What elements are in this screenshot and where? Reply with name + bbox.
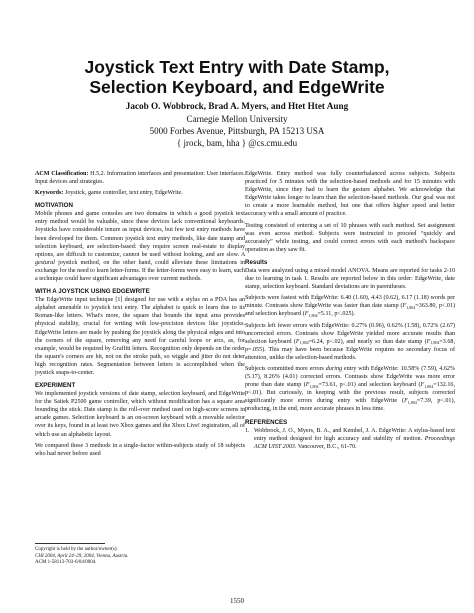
- references-heading: REFERENCES: [245, 418, 288, 426]
- experiment-heading: EXPERIMENT: [35, 382, 76, 390]
- experiment-paragraph-3: EdgeWrite. Entry method was fully counterbalanced across subjects. Subjects practiced for 5 minutes with the selection-based methods and for 15 minutes with EdgeWrite, since they had to learn the gesture alphabet. We acknowledge that EdgeWrite takes longer to learn than the selection-based methods. Our goal was not to create a more learnable method, but one that offers higher speed and better accuracy with a small amount of practice.: [245, 171, 455, 218]
- left-column: [35, 170, 245, 458]
- acm-classification: ACM Classification: H.5.2. Information interfaces and presentation: User interfaces. Input devices and strategies.: [35, 171, 245, 186]
- footnote-divider: [35, 543, 105, 544]
- results-paragraph-1: Data were analyzed using a mixed model ANOVA. Means are reported for tasks 2-10 due to learning in task 1. Results are reported below in this order: EdgeWrite, date stamp, selection keyboard. Standard deviations are in parentheses.: [245, 267, 455, 291]
- results-corrected-paragraph: Subjects committed more errors during entry with EdgeWrite: 10.58% (7.59), 4.62% (5.17), 8.26% (4.01) corrected errors. Contrasts show EdgeWrite was more error prone than date stamp ($F_{1,804}=73.61$, p<.01) and selection keyboard ($F_{1,804}=132.16$, p<.01). But curiously, in keeping with the previous result, subjects corrected significantly more errors during entry with EdgeWrite ($F_{1,804}=7.39$, p<.01), producing, in the end, more accurate phrases in less time.: [245, 365, 456, 413]
- reference-item: [245, 427, 455, 451]
- title-line-2: Selection Keyboard, and EdgeWrite: [89, 77, 385, 97]
- paper-title: [0, 57, 474, 97]
- footnote-conference: CHI 2004, April 24–29, 2004, Vienna, Austria.: [35, 553, 129, 559]
- edgewrite-body: The EdgeWrite input technique [1] designed for use with a stylus on a PDA has an alphabet amenable to joystick text entry. The alphabet is quick to learn due to its Roman-like letters. What's more, the square that bounds the input area provides physical stability, crucial for writing with low-precision devices like joysticks. EdgeWrite letters are made by pushing the joystick along the physical edges and into the corners of the square, removing any need for careful loops or arcs, as, for example, would be required by Graffiti letters. Recognition only depends on the order the square's corners are hit, not on the stroke path, so wiggle and jitter do not deter high recognition rates. Segmentation between letters is accomplished when the joystick snaps-to-center.: [35, 297, 245, 376]
- footnote-copyright: Copyright is held by the author/owner(s).: [35, 547, 118, 552]
- reference-text: Wobbrock, J. O., Myers, B. A., and Kembel, J. A. EdgeWrite: A stylus-based text entry method designed for high accuracy and stability of motion. Proceedings ACM UIST 2003. Vancouver, B.C., 61-70.: [254, 427, 455, 450]
- affiliation-block: [0, 113, 474, 149]
- experiment-paragraph-1: We implemented joystick versions of date stamp, selection keyboard, and EdgeWrite for the Saitek P2500 game controller, which without modification has a square area bounding the stick. Date stamp is the roll-over method used on high-score screens in arcade games. Selection keyboard is an on-screen keyboard with a movable selector over its keys, found in at least two Xbox games and the Xbox Live! registration, all of which use an alphabetic layout.: [35, 391, 245, 438]
- results-uncorrected-paragraph: Subjects left fewer errors with EdgeWrite: 0.27% (0.96), 0.62% (1.58), 0.72% (2.67) uncorrected errors. Contrasts show EdgeWrite yielded more accurate results than selection keyboard ($F_{1,804}=6.24$, p<.02), and nearly so than date stamp ($F_{1,804}=3.68$, p=.055). This may have been because EdgeWrite requires no secondary focus of attention, unlike the selection-based methods.: [245, 322, 455, 361]
- results-heading: Results: [245, 258, 268, 266]
- experiment-paragraph-2: We compared these 3 methods in a single-factor within-subjects study of 18 subjects who had never before used: [35, 442, 245, 457]
- experiment-paragraph-4: Testing consisted of entering a set of 10 phrases with each method. Set assignment was even across method. Subjects were instructed to proceed “quickly and accurately” while testing, and could correct errors with each method's backspace operation as they saw fit.: [245, 222, 455, 253]
- motivation-body: Mobile phones and game consoles are two domains in which a good joystick text entry method would be valuable, since these devices lack conventional keyboards. Joysticks have considerable tenure as input devices, but few text entry methods have been developed for them. Common joystick text entry methods, like date stamp and selection keyboard, are selection-based: they require screen real-estate to display options, are difficult to customize, cannot be used without looking, and are slow. A gestural joystick method, on the other hand, could alleviate these limitations in exchange for the need to learn letter-forms. If the letter-forms were easy to learn, such a technique could have significant advantages over current methods.: [35, 211, 245, 283]
- affiliation-address: 5000 Forbes Avenue, Pittsburgh, PA 15213 USA: [149, 126, 325, 136]
- reference-number: 1.: [245, 427, 250, 434]
- page-number: 1550: [230, 597, 244, 605]
- edgewrite-heading: WITH A JOYSTICK USING EDGEWRITE: [35, 288, 150, 296]
- right-column: [245, 170, 455, 451]
- affiliation-emails: { jrock, bam, hha } @cs.cmu.edu: [176, 138, 298, 148]
- results-speed-paragraph: Subjects were fastest with EdgeWrite: 6.40 (1.60), 4.43 (0.62), 6.17 (1.18) words per minute. Contrasts show EdgeWrite was faster than date stamp ($F_{1,804}=363.80$, p<.01) and selection keyboard ($F_{1,804}=5.11$, p<.025).: [245, 295, 455, 318]
- affiliation-university: Carnegie Mellon University: [186, 114, 288, 124]
- keywords: Keywords: Joystick, game controller, text entry, EdgeWrite.: [35, 190, 183, 197]
- title-line-1: Joystick Text Entry with Date Stamp,: [84, 57, 390, 77]
- motivation-heading: MOTIVATION: [35, 202, 73, 210]
- footnote-acm-number: ACM 1-58113-703-6/04/0004.: [35, 560, 97, 565]
- copyright-footnote: [35, 543, 245, 567]
- author-list: Jacob O. Wobbrock, Brad A. Myers, and Htet Htet Aung: [125, 101, 349, 111]
